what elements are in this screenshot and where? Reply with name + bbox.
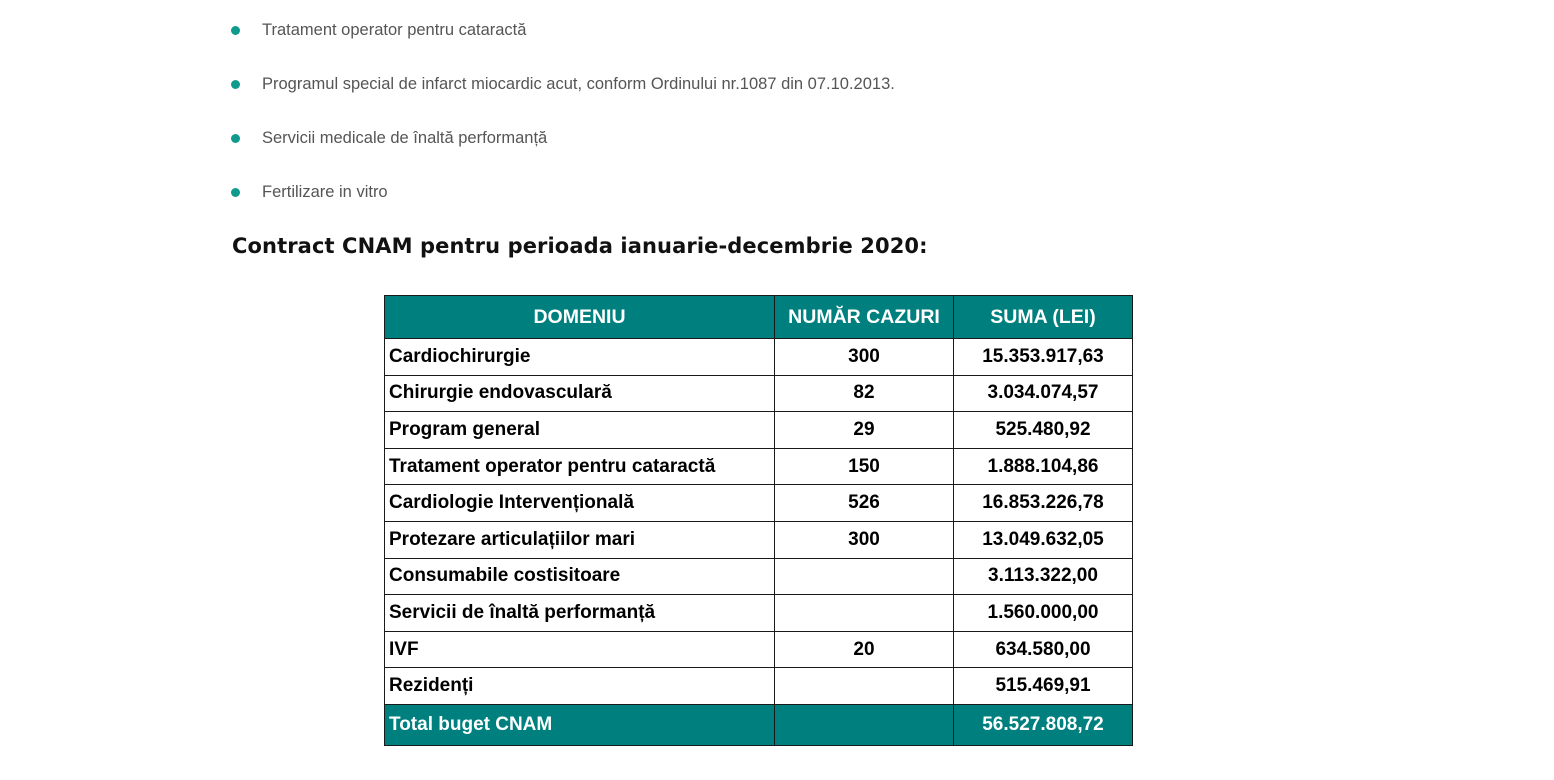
table-row [385, 485, 1133, 522]
table-row [385, 595, 1133, 632]
bullet-dot-icon [231, 80, 240, 89]
cell-cazuri: 300 [775, 521, 954, 558]
cell-suma: 3.113.322,00 [954, 558, 1133, 595]
cell-suma: 1.888.104,86 [954, 448, 1133, 485]
table-row [385, 448, 1133, 485]
bullet-text: Fertilizare in vitro [262, 183, 388, 201]
bullet-item [231, 124, 895, 178]
cell-domeniu: Protezare articulațiilor mari [385, 521, 775, 558]
cell-cazuri: 82 [775, 375, 954, 412]
table-header-row [385, 296, 1133, 339]
bullet-item [231, 178, 895, 232]
table-row [385, 521, 1133, 558]
table-row [385, 558, 1133, 595]
cell-suma: 525.480,92 [954, 412, 1133, 449]
bullet-text: Tratament operator pentru cataractă [262, 21, 527, 39]
cell-suma: 3.034.074,57 [954, 375, 1133, 412]
cell-total-label: Total buget CNAM [385, 704, 775, 745]
cell-cazuri [775, 558, 954, 595]
bullet-item [231, 16, 895, 70]
table-row [385, 668, 1133, 705]
section-heading: Contract CNAM pentru perioada ianuarie-decembrie 2020: [232, 234, 928, 258]
cell-suma: 15.353.917,63 [954, 339, 1133, 376]
cell-total-cazuri [775, 704, 954, 745]
table-row [385, 412, 1133, 449]
cell-domeniu: Cardiologie Intervențională [385, 485, 775, 522]
cell-cazuri: 20 [775, 631, 954, 668]
cell-cazuri: 150 [775, 448, 954, 485]
column-header-suma: SUMA (LEI) [954, 296, 1133, 339]
table-row [385, 339, 1133, 376]
table-total-row [385, 704, 1133, 745]
bullet-dot-icon [231, 188, 240, 197]
cell-cazuri: 300 [775, 339, 954, 376]
cell-cazuri [775, 668, 954, 705]
cell-suma: 515.469,91 [954, 668, 1133, 705]
cell-domeniu: IVF [385, 631, 775, 668]
bullet-text: Programul special de infarct miocardic acut, conform Ordinului nr.1087 din 07.10.2013. [262, 75, 895, 93]
bullet-item [231, 70, 895, 124]
cell-suma: 1.560.000,00 [954, 595, 1133, 632]
table-row [385, 375, 1133, 412]
cell-suma: 634.580,00 [954, 631, 1133, 668]
cell-domeniu: Rezidenți [385, 668, 775, 705]
cnam-contract-table [384, 295, 1133, 746]
cell-cazuri: 526 [775, 485, 954, 522]
bullet-dot-icon [231, 26, 240, 35]
cell-domeniu: Consumabile costisitoare [385, 558, 775, 595]
cell-domeniu: Program general [385, 412, 775, 449]
column-header-numar-cazuri: NUMĂR CAZURI [775, 296, 954, 339]
cell-domeniu: Cardiochirurgie [385, 339, 775, 376]
cell-domeniu: Tratament operator pentru cataractă [385, 448, 775, 485]
cell-domeniu: Chirurgie endovasculară [385, 375, 775, 412]
cell-cazuri [775, 595, 954, 632]
cell-suma: 16.853.226,78 [954, 485, 1133, 522]
cell-cazuri: 29 [775, 412, 954, 449]
bullet-dot-icon [231, 134, 240, 143]
cell-domeniu: Servicii de înaltă performanță [385, 595, 775, 632]
bullet-list [231, 16, 895, 232]
bullet-text: Servicii medicale de înaltă performanță [262, 129, 548, 147]
cell-suma: 13.049.632,05 [954, 521, 1133, 558]
cell-total-suma: 56.527.808,72 [954, 704, 1133, 745]
table-row [385, 631, 1133, 668]
column-header-domeniu: DOMENIU [385, 296, 775, 339]
